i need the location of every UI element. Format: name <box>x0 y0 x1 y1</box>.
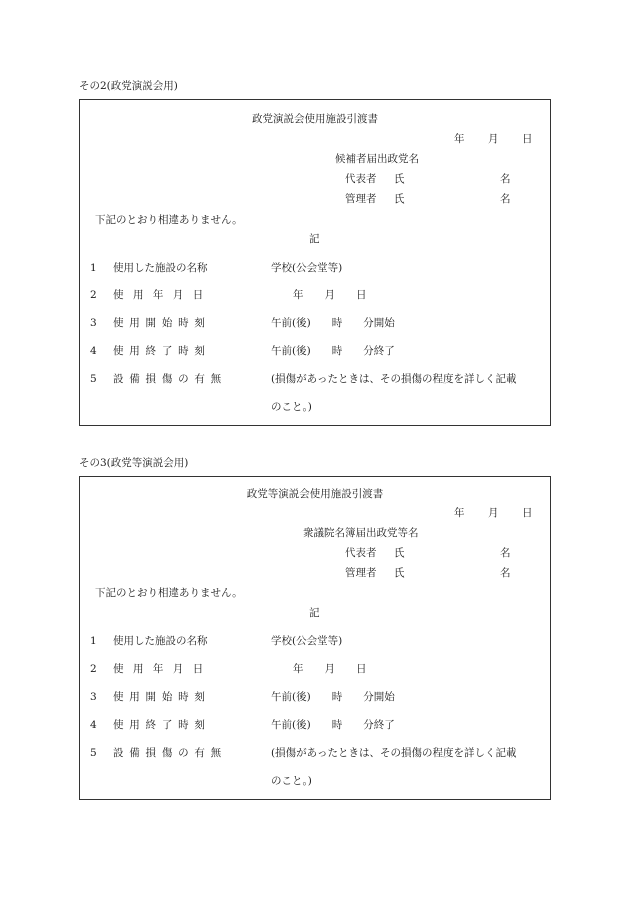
item-value-continued: のこと。) <box>271 775 312 787</box>
date-month: 月 <box>488 507 499 519</box>
item-number: 1 <box>90 635 97 647</box>
representative-name-suffix: 名 <box>500 173 511 185</box>
item-value: 年 月 日 <box>293 289 367 301</box>
ki-mark: 記 <box>309 233 320 245</box>
item-label: 使用開始時刻 <box>113 317 211 329</box>
form-title: 政党演説会使用施設引渡書 <box>252 113 378 125</box>
date-year: 年 <box>454 507 465 519</box>
ki-mark: 記 <box>309 607 320 619</box>
item-value: 午前(後) 時 分開始 <box>271 691 395 703</box>
section-heading: その2(政党演説会用) <box>79 80 178 92</box>
item-number: 5 <box>90 373 97 385</box>
item-label: 設備損傷の有無 <box>113 747 227 759</box>
item-number: 3 <box>90 691 97 703</box>
section-heading: その3(政党等演説会用) <box>79 457 189 469</box>
item-label: 使用年月日 <box>113 289 213 301</box>
manager-label: 管理者 <box>345 193 377 205</box>
item-number: 5 <box>90 747 97 759</box>
form-title: 政党等演説会使用施設引渡書 <box>246 488 384 500</box>
item-number: 1 <box>90 262 97 274</box>
statement: 下記のとおり相違ありません。 <box>95 214 243 226</box>
item-label: 設備損傷の有無 <box>113 373 227 385</box>
representative-name-label: 氏 <box>394 173 405 185</box>
item-value: 学校(公会堂等) <box>271 635 343 647</box>
manager-label: 管理者 <box>345 567 377 579</box>
item-value: (損傷があったときは、その損傷の程度を詳しく記載 <box>271 373 517 385</box>
item-number: 4 <box>90 345 97 357</box>
handover-form <box>79 476 551 800</box>
item-value-continued: のこと。) <box>271 401 312 413</box>
item-label: 使用終了時刻 <box>113 719 211 731</box>
submitter-party-label: 候補者届出政党名 <box>335 153 419 165</box>
item-value: 午前(後) 時 分終了 <box>271 719 395 731</box>
date-year: 年 <box>454 133 465 145</box>
item-label: 使用した施設の名称 <box>113 262 208 274</box>
representative-label: 代表者 <box>345 173 377 185</box>
item-number: 2 <box>90 289 97 301</box>
statement: 下記のとおり相違ありません。 <box>95 587 243 599</box>
item-value: 午前(後) 時 分開始 <box>271 317 395 329</box>
date-month: 月 <box>488 133 499 145</box>
item-value: 学校(公会堂等) <box>271 262 343 274</box>
date-day: 日 <box>522 507 533 519</box>
item-value: 年 月 日 <box>293 663 367 675</box>
item-number: 2 <box>90 663 97 675</box>
representative-label: 代表者 <box>345 547 377 559</box>
date-day: 日 <box>522 133 533 145</box>
item-label: 使用年月日 <box>113 663 213 675</box>
item-value: 午前(後) 時 分終了 <box>271 345 395 357</box>
representative-name-suffix: 名 <box>500 547 511 559</box>
item-number: 4 <box>90 719 97 731</box>
manager-name-suffix: 名 <box>500 567 511 579</box>
item-label: 使用した施設の名称 <box>113 635 208 647</box>
item-label: 使用終了時刻 <box>113 345 211 357</box>
representative-name-label: 氏 <box>394 547 405 559</box>
item-value: (損傷があったときは、その損傷の程度を詳しく記載 <box>271 747 517 759</box>
handover-form <box>79 99 551 426</box>
manager-name-label: 氏 <box>394 193 405 205</box>
submitter-party-label: 衆議院名簿届出政党等名 <box>303 527 419 539</box>
item-label: 使用開始時刻 <box>113 691 211 703</box>
manager-name-label: 氏 <box>394 567 405 579</box>
item-number: 3 <box>90 317 97 329</box>
manager-name-suffix: 名 <box>500 193 511 205</box>
